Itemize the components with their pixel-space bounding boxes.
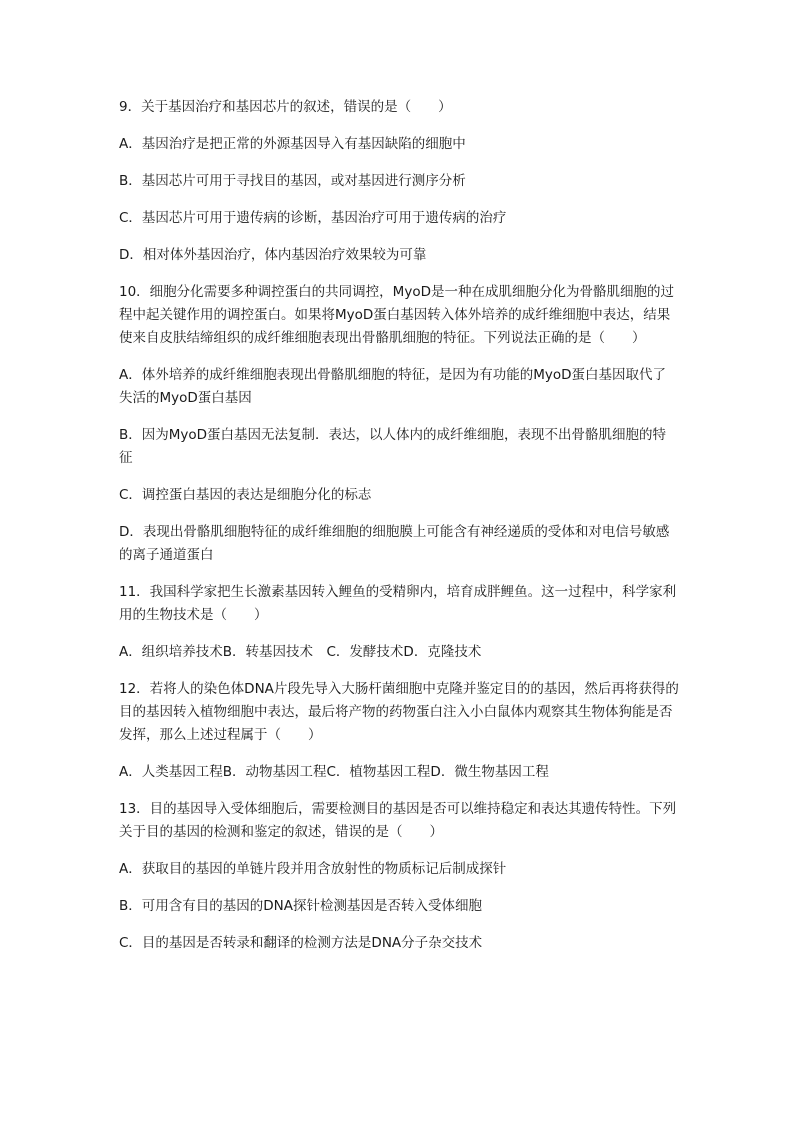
option-b: B．可用含有目的基因的DNA探针检测基因是否转入受体细胞 [119, 898, 482, 914]
question-list [119, 96, 679, 969]
question-stem: 10．细胞分化需要多种调控蛋白的共同调控，MyoD是一种在成肌细胞分化为骨骼肌细胞的过程中起关键作用的调控蛋白。如果将MyoD蛋白基因转入体外培养的成纤维细胞中表达，结果使来自皮肤结缔组织的成纤维细胞表现出骨骼肌细胞的特征。下列说法正确的是（ ） [119, 284, 674, 346]
options-row: A．人类基因工程B．动物基因工程C．植物基因工程D．微生物基因工程 [119, 764, 549, 780]
question-stem: 11．我国科学家把生长激素基因转入鲤鱼的受精卵内，培育成胖鲤鱼。这一过程中，科学家利用的生物技术是（ ） [119, 584, 677, 623]
question-9 [119, 96, 679, 267]
option-a: A．体外培养的成纤维细胞表现出骨骼肌细胞的特征，是因为有功能的MyoD蛋白基因取代了失活的MyoD蛋白基因 [119, 367, 667, 406]
option-c: C．基因芯片可用于遗传病的诊断，基因治疗可用于遗传病的治疗 [119, 210, 507, 226]
option-c: C．调控蛋白基因的表达是细胞分化的标志 [119, 487, 372, 503]
option-d: D．表现出骨骼肌细胞特征的成纤维细胞的细胞膜上可能含有神经递质的受体和对电信号敏感的离子通道蛋白 [119, 524, 670, 563]
option-b: B．基因芯片可用于寻找目的基因，或对基因进行测序分析 [119, 173, 466, 189]
option-a: A．获取目的基因的单链片段并用含放射性的物质标记后制成探针 [119, 861, 507, 877]
option-a: A．基因治疗是把正常的外源基因导入有基因缺陷的细胞中 [119, 136, 466, 152]
question-12 [119, 678, 679, 784]
question-10 [119, 281, 679, 567]
question-stem: 13．目的基因导入受体细胞后，需要检测目的基因是否可以维持稳定和表达其遗传特性。下列关于目的基因的检测和鉴定的叙述，错误的是（ ） [119, 801, 677, 840]
option-d: D．相对体外基因治疗，体内基因治疗效果较为可靠 [119, 247, 427, 263]
option-b: B．因为MyoD蛋白基因无法复制．表达，以人体内的成纤维细胞，表现不出骨骼肌细胞的特征 [119, 427, 667, 466]
question-stem: 9．关于基因治疗和基因芯片的叙述，错误的是（ ） [119, 99, 452, 115]
question-stem: 12．若将人的染色体DNA片段先导入大肠杆菌细胞中克隆并鉴定目的的基因，然后再将获得的目的基因转入植物细胞中表达，最后将产物的药物蛋白注入小白鼠体内观察其生物体狗能是否发挥，那么上述过程属于（ ） [119, 681, 679, 743]
option-c: C．目的基因是否转录和翻译的检测方法是DNA分子杂交技术 [119, 935, 483, 951]
options-row: A．组织培养技术B．转基因技术 C．发酵技术D．克隆技术 [119, 644, 482, 660]
question-11 [119, 581, 679, 664]
question-13 [119, 798, 679, 955]
